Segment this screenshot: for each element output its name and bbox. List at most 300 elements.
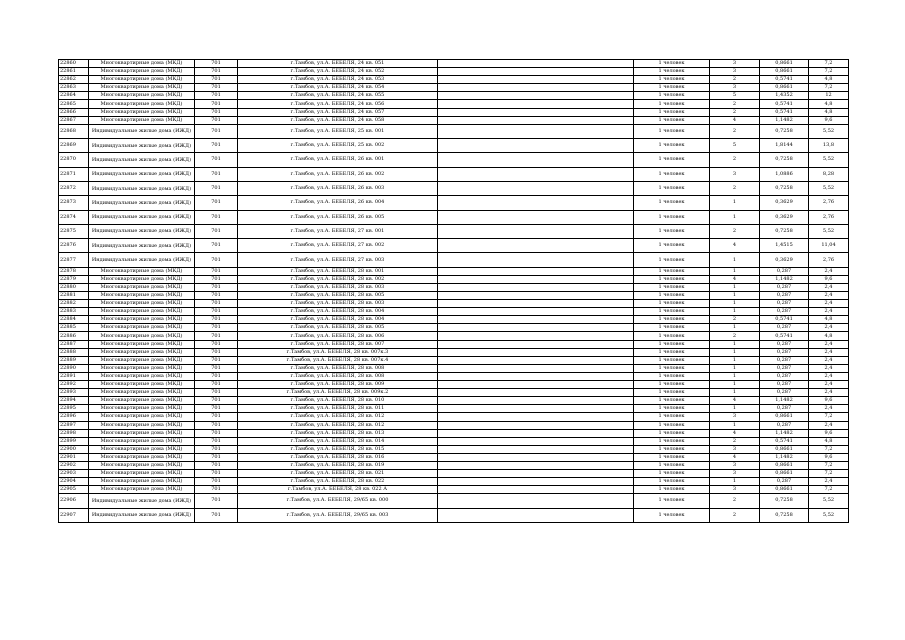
building-type-cell: Многоквартирные дома (МКД) bbox=[89, 445, 195, 453]
record-id-cell: 22894 bbox=[59, 397, 89, 405]
record-id-cell: 22896 bbox=[59, 413, 89, 421]
unit-cell: 1 человек bbox=[634, 84, 710, 92]
coefficient-cell: 0,287 bbox=[760, 267, 809, 275]
volume-cell: 7,2 bbox=[809, 445, 849, 453]
unit-cell: 1 человек bbox=[634, 92, 710, 100]
record-id-cell: 22887 bbox=[59, 340, 89, 348]
coefficient-cell: 1,1482 bbox=[760, 116, 809, 124]
table-row bbox=[59, 429, 849, 437]
service-code-cell: 701 bbox=[195, 139, 238, 153]
address-cell: г.Тамбов, ул.А. БЕБЕЛЯ, 28 кв. 021 bbox=[238, 470, 438, 478]
volume-cell: 7,2 bbox=[809, 461, 849, 469]
building-type-cell: Многоквартирные дома (МКД) bbox=[89, 429, 195, 437]
volume-cell: 5,52 bbox=[809, 494, 849, 508]
unit-cell: 1 человек bbox=[634, 478, 710, 486]
coefficient-cell: 0,5741 bbox=[760, 76, 809, 84]
coefficient-cell: 0,287 bbox=[760, 372, 809, 380]
record-id-cell: 22882 bbox=[59, 300, 89, 308]
blank-cell bbox=[438, 167, 634, 181]
unit-cell: 1 человек bbox=[634, 316, 710, 324]
record-id-cell: 22881 bbox=[59, 292, 89, 300]
service-code-cell: 701 bbox=[195, 397, 238, 405]
volume-cell: 9,6 bbox=[809, 116, 849, 124]
address-cell: г.Тамбов, ул.А. БЕБЕЛЯ, 24 кв. 053 bbox=[238, 76, 438, 84]
building-type-cell: Многоквартирные дома (МКД) bbox=[89, 364, 195, 372]
blank-cell bbox=[438, 470, 634, 478]
address-cell: г.Тамбов, ул.А. БЕБЕЛЯ, 24 кв. 056 bbox=[238, 100, 438, 108]
unit-cell: 1 человек bbox=[634, 421, 710, 429]
residents-count-cell: 3 bbox=[710, 445, 760, 453]
unit-cell: 1 человек bbox=[634, 267, 710, 275]
address-cell: г.Тамбов, ул.А. БЕБЕЛЯ, 28 кв. 004 bbox=[238, 308, 438, 316]
residents-count-cell: 2 bbox=[710, 494, 760, 508]
service-code-cell: 701 bbox=[195, 356, 238, 364]
address-cell: г.Тамбов, ул.А. БЕБЕЛЯ, 28 кв. 009 bbox=[238, 381, 438, 389]
address-cell: г.Тамбов, ул.А. БЕБЕЛЯ, 27 кв. 003 bbox=[238, 253, 438, 267]
table-row bbox=[59, 405, 849, 413]
building-type-cell: Индивидуальные жилые дома (ИЖД) bbox=[89, 124, 195, 138]
blank-cell bbox=[438, 461, 634, 469]
blank-cell bbox=[438, 332, 634, 340]
unit-cell: 1 человек bbox=[634, 76, 710, 84]
table-row bbox=[59, 139, 849, 153]
unit-cell: 1 человек bbox=[634, 372, 710, 380]
table-row bbox=[59, 68, 849, 76]
table-row bbox=[59, 372, 849, 380]
unit-cell: 1 человек bbox=[634, 381, 710, 389]
table-row bbox=[59, 167, 849, 181]
record-id-cell: 22890 bbox=[59, 364, 89, 372]
residents-count-cell: 3 bbox=[710, 413, 760, 421]
address-cell: г.Тамбов, ул.А. БЕБЕЛЯ, 28 кв. 013 bbox=[238, 429, 438, 437]
coefficient-cell: 0,287 bbox=[760, 421, 809, 429]
coefficient-cell: 1,4515 bbox=[760, 239, 809, 253]
record-id-cell: 22880 bbox=[59, 283, 89, 291]
record-id-cell: 22886 bbox=[59, 332, 89, 340]
building-type-cell: Многоквартирные дома (МКД) bbox=[89, 84, 195, 92]
building-type-cell: Индивидуальные жилые дома (ИЖД) bbox=[89, 508, 195, 522]
table-row bbox=[59, 397, 849, 405]
coefficient-cell: 0,7258 bbox=[760, 153, 809, 167]
unit-cell: 1 человек bbox=[634, 167, 710, 181]
coefficient-cell: 0,8661 bbox=[760, 68, 809, 76]
volume-cell: 2,4 bbox=[809, 364, 849, 372]
service-code-cell: 701 bbox=[195, 508, 238, 522]
address-cell: г.Тамбов, ул.А. БЕБЕЛЯ, 27 кв. 002 bbox=[238, 239, 438, 253]
unit-cell: 1 человек bbox=[634, 453, 710, 461]
address-cell: г.Тамбов, ул.А. БЕБЕЛЯ, 28 кв. 009к.2 bbox=[238, 389, 438, 397]
building-type-cell: Многоквартирные дома (МКД) bbox=[89, 316, 195, 324]
volume-cell: 2,76 bbox=[809, 253, 849, 267]
building-type-cell: Многоквартирные дома (МКД) bbox=[89, 421, 195, 429]
service-code-cell: 701 bbox=[195, 453, 238, 461]
blank-cell bbox=[438, 84, 634, 92]
address-cell: г.Тамбов, ул.А. БЕБЕЛЯ, 28 кв. 011 bbox=[238, 405, 438, 413]
volume-cell: 9,6 bbox=[809, 429, 849, 437]
service-code-cell: 701 bbox=[195, 308, 238, 316]
table-row bbox=[59, 108, 849, 116]
volume-cell: 4,8 bbox=[809, 100, 849, 108]
volume-cell: 7,2 bbox=[809, 470, 849, 478]
service-code-cell: 701 bbox=[195, 84, 238, 92]
volume-cell: 2,4 bbox=[809, 356, 849, 364]
service-code-cell: 701 bbox=[195, 100, 238, 108]
service-code-cell: 701 bbox=[195, 116, 238, 124]
blank-cell bbox=[438, 116, 634, 124]
blank-cell bbox=[438, 275, 634, 283]
address-cell: г.Тамбов, ул.А. БЕБЕЛЯ, 28 кв. 005 bbox=[238, 324, 438, 332]
volume-cell: 2,76 bbox=[809, 210, 849, 224]
residents-count-cell: 2 bbox=[710, 108, 760, 116]
coefficient-cell: 0,5741 bbox=[760, 316, 809, 324]
unit-cell: 1 человек bbox=[634, 429, 710, 437]
residents-count-cell: 1 bbox=[710, 283, 760, 291]
residents-count-cell: 1 bbox=[710, 372, 760, 380]
record-id-cell: 22876 bbox=[59, 239, 89, 253]
residents-count-cell: 4 bbox=[710, 397, 760, 405]
unit-cell: 1 человек bbox=[634, 348, 710, 356]
volume-cell: 7,2 bbox=[809, 68, 849, 76]
volume-cell: 11,04 bbox=[809, 239, 849, 253]
building-type-cell: Индивидуальные жилые дома (ИЖД) bbox=[89, 153, 195, 167]
blank-cell bbox=[438, 405, 634, 413]
address-cell: г.Тамбов, ул.А. БЕБЕЛЯ, 24 кв. 055 bbox=[238, 92, 438, 100]
unit-cell: 1 человек bbox=[634, 397, 710, 405]
volume-cell: 2,4 bbox=[809, 405, 849, 413]
service-code-cell: 701 bbox=[195, 300, 238, 308]
building-type-cell: Многоквартирные дома (МКД) bbox=[89, 332, 195, 340]
blank-cell bbox=[438, 478, 634, 486]
coefficient-cell: 0,287 bbox=[760, 381, 809, 389]
building-type-cell: Многоквартирные дома (МКД) bbox=[89, 76, 195, 84]
coefficient-cell: 0,7258 bbox=[760, 494, 809, 508]
unit-cell: 1 человек bbox=[634, 300, 710, 308]
coefficient-cell: 1,1482 bbox=[760, 429, 809, 437]
record-id-cell: 22888 bbox=[59, 348, 89, 356]
unit-cell: 1 человек bbox=[634, 108, 710, 116]
blank-cell bbox=[438, 181, 634, 195]
coefficient-cell: 1,1482 bbox=[760, 275, 809, 283]
table-row bbox=[59, 275, 849, 283]
building-type-cell: Индивидуальные жилые дома (ИЖД) bbox=[89, 196, 195, 210]
records-table bbox=[58, 59, 849, 523]
service-code-cell: 701 bbox=[195, 389, 238, 397]
building-type-cell: Многоквартирные дома (МКД) bbox=[89, 267, 195, 275]
unit-cell: 1 человек bbox=[634, 68, 710, 76]
service-code-cell: 701 bbox=[195, 108, 238, 116]
record-id-cell: 22873 bbox=[59, 196, 89, 210]
volume-cell: 5,52 bbox=[809, 224, 849, 238]
record-id-cell: 22877 bbox=[59, 253, 89, 267]
building-type-cell: Многоквартирные дома (МКД) bbox=[89, 92, 195, 100]
address-cell: г.Тамбов, ул.А. БЕБЕЛЯ, 28 кв. 012 bbox=[238, 421, 438, 429]
residents-count-cell: 1 bbox=[710, 300, 760, 308]
building-type-cell: Многоквартирные дома (МКД) bbox=[89, 300, 195, 308]
service-code-cell: 701 bbox=[195, 372, 238, 380]
unit-cell: 1 человек bbox=[634, 332, 710, 340]
address-cell: г.Тамбов, ул.А. БЕБЕЛЯ, 28 кв. 005 bbox=[238, 292, 438, 300]
building-type-cell: Многоквартирные дома (МКД) bbox=[89, 340, 195, 348]
unit-cell: 1 человек bbox=[634, 60, 710, 68]
building-type-cell: Многоквартирные дома (МКД) bbox=[89, 283, 195, 291]
residents-count-cell: 5 bbox=[710, 92, 760, 100]
volume-cell: 4,8 bbox=[809, 332, 849, 340]
address-cell: г.Тамбов, ул.А. БЕБЕЛЯ, 25 кв. 002 bbox=[238, 139, 438, 153]
service-code-cell: 701 bbox=[195, 267, 238, 275]
table-row bbox=[59, 364, 849, 372]
coefficient-cell: 1,4352 bbox=[760, 92, 809, 100]
coefficient-cell: 0,287 bbox=[760, 324, 809, 332]
volume-cell: 5,52 bbox=[809, 124, 849, 138]
residents-count-cell: 4 bbox=[710, 275, 760, 283]
address-cell: г.Тамбов, ул.А. БЕБЕЛЯ, 28 кв. 022 bbox=[238, 478, 438, 486]
record-id-cell: 22883 bbox=[59, 308, 89, 316]
record-id-cell: 22862 bbox=[59, 76, 89, 84]
record-id-cell: 22891 bbox=[59, 372, 89, 380]
building-type-cell: Многоквартирные дома (МКД) bbox=[89, 381, 195, 389]
unit-cell: 1 человек bbox=[634, 486, 710, 494]
record-id-cell: 22901 bbox=[59, 453, 89, 461]
volume-cell: 9,6 bbox=[809, 275, 849, 283]
building-type-cell: Многоквартирные дома (МКД) bbox=[89, 275, 195, 283]
volume-cell: 2,4 bbox=[809, 300, 849, 308]
record-id-cell: 22863 bbox=[59, 84, 89, 92]
coefficient-cell: 0,7258 bbox=[760, 181, 809, 195]
record-id-cell: 22889 bbox=[59, 356, 89, 364]
record-id-cell: 22879 bbox=[59, 275, 89, 283]
service-code-cell: 701 bbox=[195, 181, 238, 195]
residents-count-cell: 1 bbox=[710, 196, 760, 210]
blank-cell bbox=[438, 153, 634, 167]
record-id-cell: 22899 bbox=[59, 437, 89, 445]
residents-count-cell: 1 bbox=[710, 308, 760, 316]
volume-cell: 4,8 bbox=[809, 316, 849, 324]
blank-cell bbox=[438, 429, 634, 437]
coefficient-cell: 0,5741 bbox=[760, 108, 809, 116]
table-row bbox=[59, 413, 849, 421]
building-type-cell: Индивидуальные жилые дома (ИЖД) bbox=[89, 253, 195, 267]
record-id-cell: 22871 bbox=[59, 167, 89, 181]
unit-cell: 1 человек bbox=[634, 461, 710, 469]
unit-cell: 1 человек bbox=[634, 210, 710, 224]
record-id-cell: 22867 bbox=[59, 116, 89, 124]
residents-count-cell: 4 bbox=[710, 239, 760, 253]
record-id-cell: 22903 bbox=[59, 470, 89, 478]
blank-cell bbox=[438, 92, 634, 100]
blank-cell bbox=[438, 381, 634, 389]
blank-cell bbox=[438, 389, 634, 397]
table-row bbox=[59, 100, 849, 108]
coefficient-cell: 0,287 bbox=[760, 348, 809, 356]
record-id-cell: 22861 bbox=[59, 68, 89, 76]
unit-cell: 1 человек bbox=[634, 224, 710, 238]
unit-cell: 1 человек bbox=[634, 356, 710, 364]
service-code-cell: 701 bbox=[195, 413, 238, 421]
address-cell: г.Тамбов, ул.А. БЕБЕЛЯ, 29/65 кв. 003 bbox=[238, 508, 438, 522]
residents-count-cell: 1 bbox=[710, 267, 760, 275]
residents-count-cell: 2 bbox=[710, 224, 760, 238]
unit-cell: 1 человек bbox=[634, 283, 710, 291]
address-cell: г.Тамбов, ул.А. БЕБЕЛЯ, 28 кв. 015 bbox=[238, 445, 438, 453]
volume-cell: 12 bbox=[809, 92, 849, 100]
table-row bbox=[59, 494, 849, 508]
blank-cell bbox=[438, 239, 634, 253]
table-row bbox=[59, 267, 849, 275]
volume-cell: 7,2 bbox=[809, 486, 849, 494]
residents-count-cell: 4 bbox=[710, 429, 760, 437]
residents-count-cell: 2 bbox=[710, 100, 760, 108]
table-row bbox=[59, 181, 849, 195]
volume-cell: 2,4 bbox=[809, 421, 849, 429]
record-id-cell: 22885 bbox=[59, 324, 89, 332]
building-type-cell: Многоквартирные дома (МКД) bbox=[89, 461, 195, 469]
address-cell: г.Тамбов, ул.А. БЕБЕЛЯ, 26 кв. 002 bbox=[238, 167, 438, 181]
residents-count-cell: 1 bbox=[710, 381, 760, 389]
record-id-cell: 22870 bbox=[59, 153, 89, 167]
volume-cell: 9,6 bbox=[809, 453, 849, 461]
address-cell: г.Тамбов, ул.А. БЕБЕЛЯ, 26 кв. 003 bbox=[238, 181, 438, 195]
address-cell: г.Тамбов, ул.А. БЕБЕЛЯ, 28 кв. 007к.4 bbox=[238, 356, 438, 364]
volume-cell: 2,4 bbox=[809, 324, 849, 332]
unit-cell: 1 человек bbox=[634, 139, 710, 153]
address-cell: г.Тамбов, ул.А. БЕБЕЛЯ, 24 кв. 051 bbox=[238, 60, 438, 68]
table-row bbox=[59, 324, 849, 332]
blank-cell bbox=[438, 364, 634, 372]
address-cell: г.Тамбов, ул.А. БЕБЕЛЯ, 28 кв. 010 bbox=[238, 397, 438, 405]
unit-cell: 1 человек bbox=[634, 389, 710, 397]
residents-count-cell: 1 bbox=[710, 292, 760, 300]
record-id-cell: 22860 bbox=[59, 60, 89, 68]
service-code-cell: 701 bbox=[195, 381, 238, 389]
blank-cell bbox=[438, 308, 634, 316]
building-type-cell: Многоквартирные дома (МКД) bbox=[89, 324, 195, 332]
coefficient-cell: 0,287 bbox=[760, 389, 809, 397]
coefficient-cell: 0,8661 bbox=[760, 60, 809, 68]
blank-cell bbox=[438, 68, 634, 76]
table-row bbox=[59, 340, 849, 348]
service-code-cell: 701 bbox=[195, 224, 238, 238]
address-cell: г.Тамбов, ул.А. БЕБЕЛЯ, 24 кв. 052 bbox=[238, 68, 438, 76]
blank-cell bbox=[438, 292, 634, 300]
residents-count-cell: 3 bbox=[710, 470, 760, 478]
record-id-cell: 22898 bbox=[59, 429, 89, 437]
coefficient-cell: 0,7258 bbox=[760, 124, 809, 138]
coefficient-cell: 0,3629 bbox=[760, 196, 809, 210]
service-code-cell: 701 bbox=[195, 364, 238, 372]
service-code-cell: 701 bbox=[195, 196, 238, 210]
residents-count-cell: 3 bbox=[710, 461, 760, 469]
address-cell: г.Тамбов, ул.А. БЕБЕЛЯ, 26 кв. 004 bbox=[238, 196, 438, 210]
coefficient-cell: 1,8144 bbox=[760, 139, 809, 153]
service-code-cell: 701 bbox=[195, 461, 238, 469]
coefficient-cell: 0,287 bbox=[760, 478, 809, 486]
coefficient-cell: 1,0886 bbox=[760, 167, 809, 181]
address-cell: г.Тамбов, ул.А. БЕБЕЛЯ, 28 кв. 007к.3 bbox=[238, 348, 438, 356]
building-type-cell: Индивидуальные жилые дома (ИЖД) bbox=[89, 210, 195, 224]
blank-cell bbox=[438, 494, 634, 508]
blank-cell bbox=[438, 76, 634, 84]
building-type-cell: Многоквартирные дома (МКД) bbox=[89, 308, 195, 316]
table-row bbox=[59, 283, 849, 291]
building-type-cell: Индивидуальные жилые дома (ИЖД) bbox=[89, 139, 195, 153]
service-code-cell: 701 bbox=[195, 437, 238, 445]
table-row bbox=[59, 508, 849, 522]
record-id-cell: 22892 bbox=[59, 381, 89, 389]
record-id-cell: 22874 bbox=[59, 210, 89, 224]
volume-cell: 7,2 bbox=[809, 60, 849, 68]
residents-count-cell: 4 bbox=[710, 116, 760, 124]
table-body bbox=[59, 60, 849, 523]
service-code-cell: 701 bbox=[195, 405, 238, 413]
unit-cell: 1 человек bbox=[634, 324, 710, 332]
blank-cell bbox=[438, 413, 634, 421]
blank-cell bbox=[438, 139, 634, 153]
service-code-cell: 701 bbox=[195, 494, 238, 508]
residents-count-cell: 1 bbox=[710, 405, 760, 413]
service-code-cell: 701 bbox=[195, 76, 238, 84]
record-id-cell: 22866 bbox=[59, 108, 89, 116]
coefficient-cell: 0,8661 bbox=[760, 445, 809, 453]
unit-cell: 1 человек bbox=[634, 340, 710, 348]
service-code-cell: 701 bbox=[195, 68, 238, 76]
service-code-cell: 701 bbox=[195, 167, 238, 181]
service-code-cell: 701 bbox=[195, 348, 238, 356]
table-row bbox=[59, 356, 849, 364]
residents-count-cell: 1 bbox=[710, 340, 760, 348]
table-row bbox=[59, 332, 849, 340]
blank-cell bbox=[438, 267, 634, 275]
blank-cell bbox=[438, 508, 634, 522]
table-row bbox=[59, 381, 849, 389]
residents-count-cell: 3 bbox=[710, 84, 760, 92]
residents-count-cell: 2 bbox=[710, 153, 760, 167]
residents-count-cell: 2 bbox=[710, 437, 760, 445]
volume-cell: 7,2 bbox=[809, 84, 849, 92]
unit-cell: 1 человек bbox=[634, 308, 710, 316]
residents-count-cell: 2 bbox=[710, 181, 760, 195]
table-row bbox=[59, 76, 849, 84]
blank-cell bbox=[438, 453, 634, 461]
record-id-cell: 22897 bbox=[59, 421, 89, 429]
coefficient-cell: 0,7258 bbox=[760, 224, 809, 238]
volume-cell: 2,4 bbox=[809, 372, 849, 380]
building-type-cell: Многоквартирные дома (МКД) bbox=[89, 356, 195, 364]
building-type-cell: Индивидуальные жилые дома (ИЖД) bbox=[89, 167, 195, 181]
table-row bbox=[59, 389, 849, 397]
service-code-cell: 701 bbox=[195, 470, 238, 478]
address-cell: г.Тамбов, ул.А. БЕБЕЛЯ, 24 кв. 054 bbox=[238, 84, 438, 92]
blank-cell bbox=[438, 224, 634, 238]
residents-count-cell: 2 bbox=[710, 124, 760, 138]
table-row bbox=[59, 461, 849, 469]
unit-cell: 1 человек bbox=[634, 124, 710, 138]
table-row bbox=[59, 224, 849, 238]
blank-cell bbox=[438, 300, 634, 308]
table-row bbox=[59, 316, 849, 324]
unit-cell: 1 человек bbox=[634, 445, 710, 453]
table-row bbox=[59, 300, 849, 308]
residents-count-cell: 2 bbox=[710, 316, 760, 324]
service-code-cell: 701 bbox=[195, 60, 238, 68]
service-code-cell: 701 bbox=[195, 421, 238, 429]
address-cell: г.Тамбов, ул.А. БЕБЕЛЯ, 28 кв. 012 bbox=[238, 413, 438, 421]
table-row bbox=[59, 421, 849, 429]
coefficient-cell: 0,287 bbox=[760, 292, 809, 300]
volume-cell: 2,4 bbox=[809, 283, 849, 291]
table-row bbox=[59, 60, 849, 68]
building-type-cell: Индивидуальные жилые дома (ИЖД) bbox=[89, 224, 195, 238]
service-code-cell: 701 bbox=[195, 316, 238, 324]
